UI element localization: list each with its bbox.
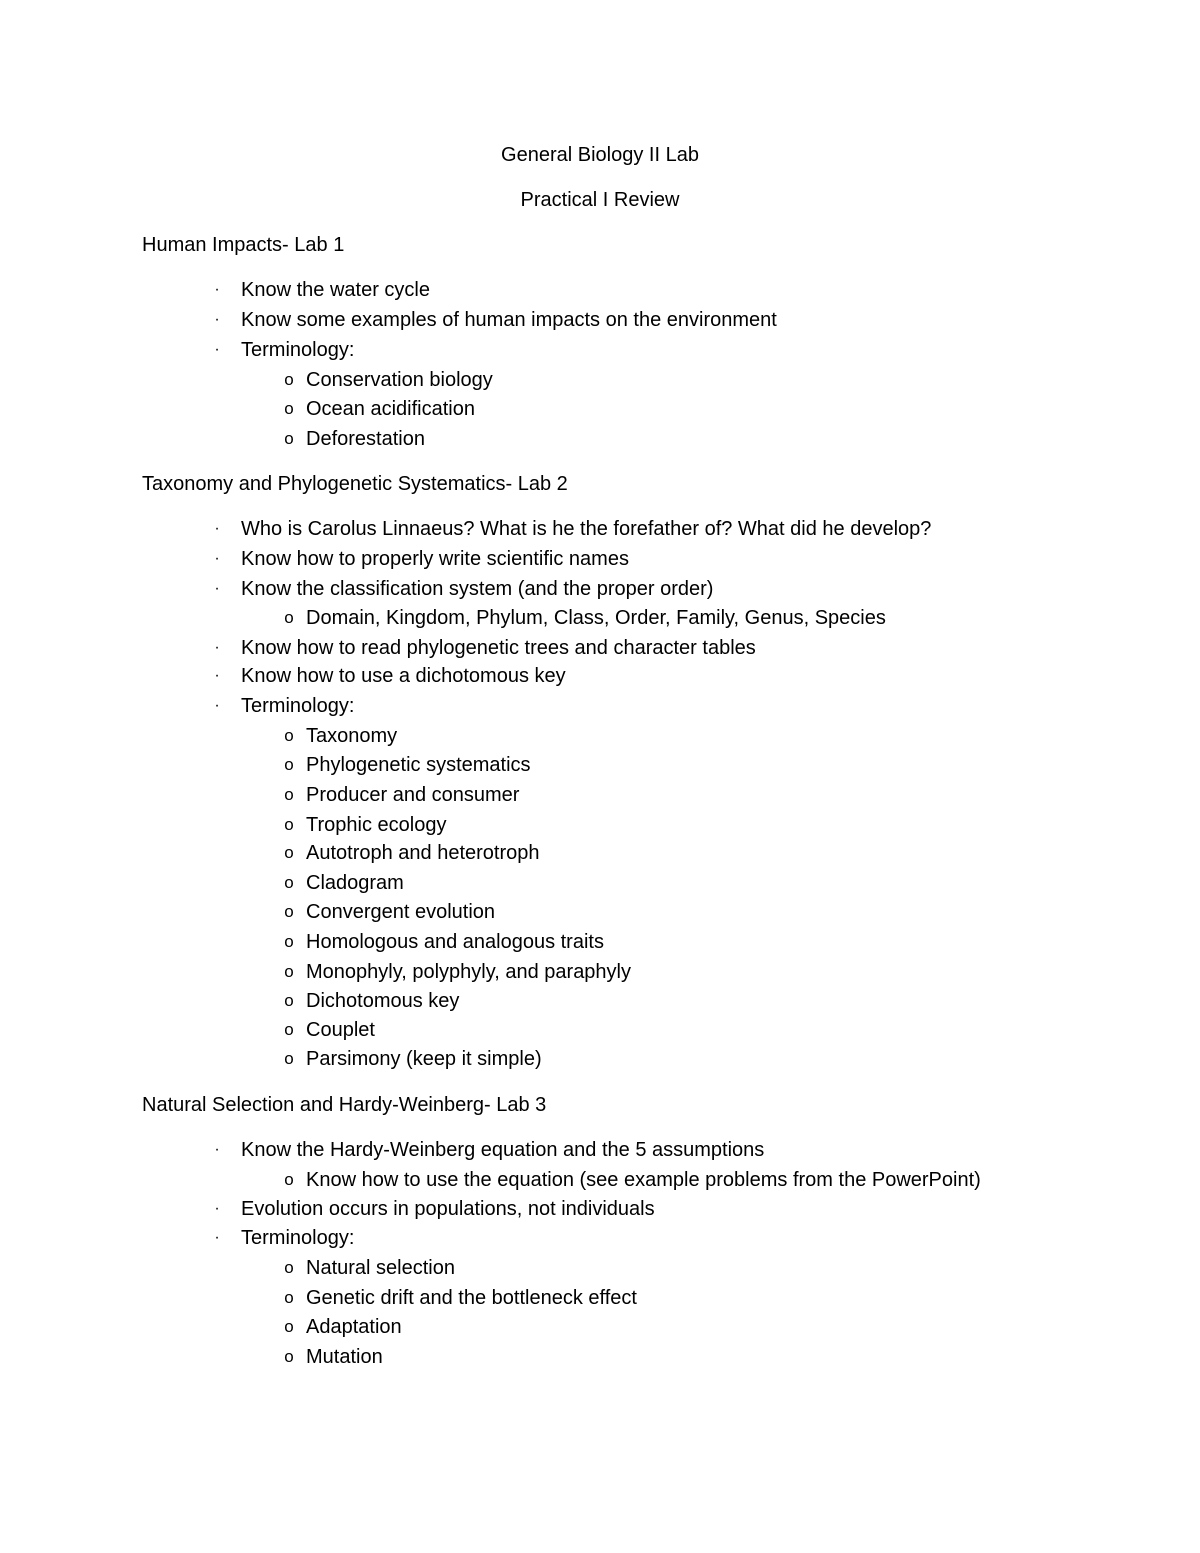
document-subtitle: Practical I Review <box>520 189 680 211</box>
list-item-text: Who is Carolus Linnaeus? What is he the forefather of? What did he develop? <box>241 518 932 540</box>
sub-list-item <box>0 1345 1200 1369</box>
sub-bullet-marker: o <box>284 932 294 951</box>
list-item <box>0 636 1200 660</box>
sub-list-item <box>0 1256 1200 1280</box>
sub-list-item <box>0 753 1200 777</box>
sub-list-item-text: Producer and consumer <box>306 784 520 806</box>
sub-list-item <box>0 724 1200 748</box>
sub-bullet-marker: o <box>284 843 294 862</box>
list-item-text: Know the classification system (and the proper order) <box>241 578 714 600</box>
bullet-marker: · <box>214 639 220 656</box>
sub-bullet-marker: o <box>284 608 294 627</box>
sub-list-item <box>0 1018 1200 1042</box>
list-item <box>0 1138 1200 1162</box>
bullet-marker: · <box>214 1200 220 1217</box>
bullet-marker: · <box>214 341 220 358</box>
list-item-text: Evolution occurs in populations, not individuals <box>241 1198 655 1220</box>
list-item <box>0 694 1200 718</box>
sub-bullet-marker: o <box>284 726 294 745</box>
sub-bullet-marker: o <box>284 991 294 1010</box>
list-item <box>0 517 1200 541</box>
list-item-text: Know how to use a dichotomous key <box>241 665 566 687</box>
list-item <box>0 308 1200 332</box>
list-item <box>0 547 1200 571</box>
sub-list-item-text: Genetic drift and the bottleneck effect <box>306 1287 637 1309</box>
sub-bullet-marker: o <box>284 962 294 981</box>
bullet-marker: · <box>214 311 220 328</box>
sub-bullet-marker: o <box>284 1317 294 1336</box>
sub-list-item <box>0 1168 1200 1192</box>
sub-list-item <box>0 989 1200 1013</box>
section-heading: Taxonomy and Phylogenetic Systematics- Lab 2 <box>142 473 568 495</box>
sub-bullet-marker: o <box>284 1020 294 1039</box>
sub-list-item-text: Taxonomy <box>306 725 398 747</box>
list-item-text: Terminology: <box>241 695 355 717</box>
list-item-text: Terminology: <box>241 339 355 361</box>
list-item-text: Know how to read phylogenetic trees and character tables <box>241 637 756 659</box>
sub-list-item <box>0 397 1200 421</box>
sub-list-item-text: Convergent evolution <box>306 901 496 923</box>
list-item <box>0 338 1200 362</box>
sub-bullet-marker: o <box>284 873 294 892</box>
sub-list-item <box>0 1047 1200 1071</box>
list-item-text: Know how to properly write scientific names <box>241 548 629 570</box>
sub-list-item <box>0 1286 1200 1310</box>
sub-list-item <box>0 841 1200 865</box>
sub-bullet-marker: o <box>284 785 294 804</box>
sub-bullet-marker: o <box>284 429 294 448</box>
section-heading: Human Impacts- Lab 1 <box>142 234 345 256</box>
sub-list-item-text: Autotroph and heterotroph <box>306 842 540 864</box>
sub-bullet-marker: o <box>284 399 294 418</box>
section-heading: Natural Selection and Hardy-Weinberg- Lab 3 <box>142 1094 547 1116</box>
list-item-text: Know the water cycle <box>241 279 430 301</box>
sub-list-item-text: Mutation <box>306 1346 383 1368</box>
sub-list-item <box>0 871 1200 895</box>
sub-list-item-text: Know how to use the equation (see example problems from the PowerPoint) <box>306 1169 981 1191</box>
bullet-marker: · <box>214 281 220 298</box>
list-item-text: Know the Hardy-Weinberg equation and the 5 assumptions <box>241 1139 765 1161</box>
bullet-marker: · <box>214 1229 220 1246</box>
list-item <box>0 1226 1200 1250</box>
list-item-text: Know some examples of human impacts on the environment <box>241 309 777 331</box>
sub-list-item <box>0 960 1200 984</box>
sub-list-item <box>0 606 1200 630</box>
sub-list-item <box>0 930 1200 954</box>
bullet-marker: · <box>214 1141 220 1158</box>
bullet-marker: · <box>214 520 220 537</box>
list-item <box>0 664 1200 688</box>
sub-list-item-text: Trophic ecology <box>306 814 447 836</box>
sub-list-item-text: Cladogram <box>306 872 404 894</box>
sub-bullet-marker: o <box>284 902 294 921</box>
sub-bullet-marker: o <box>284 815 294 834</box>
sub-list-item <box>0 368 1200 392</box>
sub-list-item-text: Adaptation <box>306 1316 402 1338</box>
sub-bullet-marker: o <box>284 1258 294 1277</box>
sub-list-item-text: Couplet <box>306 1019 375 1041</box>
sub-list-item-text: Conservation biology <box>306 369 493 391</box>
sub-list-item <box>0 783 1200 807</box>
sub-list-item-text: Deforestation <box>306 428 425 450</box>
sub-list-item-text: Ocean acidification <box>306 398 475 420</box>
sub-list-item-text: Monophyly, polyphyly, and paraphyly <box>306 961 631 983</box>
bullet-marker: · <box>214 697 220 714</box>
document-title: General Biology II Lab <box>501 144 699 166</box>
sub-list-item <box>0 427 1200 451</box>
bullet-marker: · <box>214 580 220 597</box>
sub-bullet-marker: o <box>284 1288 294 1307</box>
list-item <box>0 1197 1200 1221</box>
sub-bullet-marker: o <box>284 370 294 389</box>
sub-list-item-text: Homologous and analogous traits <box>306 931 604 953</box>
sub-list-item-text: Parsimony (keep it simple) <box>306 1048 542 1070</box>
sub-list-item <box>0 813 1200 837</box>
sub-list-item <box>0 900 1200 924</box>
sub-bullet-marker: o <box>284 755 294 774</box>
list-item <box>0 577 1200 601</box>
sub-list-item-text: Dichotomous key <box>306 990 460 1012</box>
sub-list-item-text: Natural selection <box>306 1257 455 1279</box>
sub-list-item <box>0 1315 1200 1339</box>
sub-bullet-marker: o <box>284 1347 294 1366</box>
list-item-text: Terminology: <box>241 1227 355 1249</box>
sub-bullet-marker: o <box>284 1049 294 1068</box>
list-item <box>0 278 1200 302</box>
sub-bullet-marker: o <box>284 1170 294 1189</box>
bullet-marker: · <box>214 550 220 567</box>
sub-list-item-text: Phylogenetic systematics <box>306 754 531 776</box>
sub-list-item-text: Domain, Kingdom, Phylum, Class, Order, Family, Genus, Species <box>306 607 886 629</box>
bullet-marker: · <box>214 667 220 684</box>
